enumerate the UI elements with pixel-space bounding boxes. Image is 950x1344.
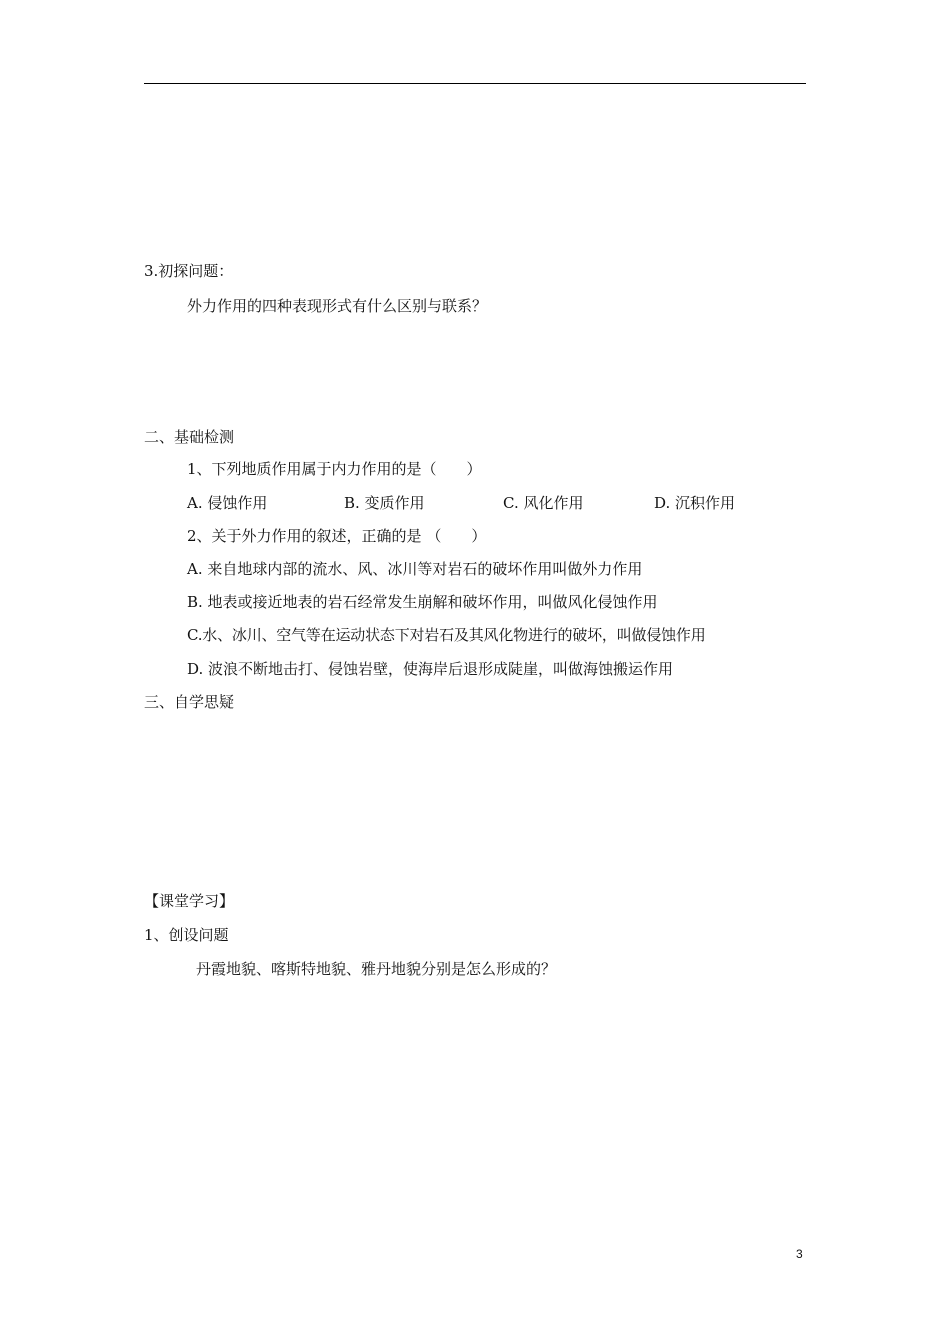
- q1-option-d: D. 沉积作用: [654, 494, 736, 512]
- section-3-heading: 3.初探问题：: [144, 262, 234, 280]
- q1-option-c: C. 风化作用: [503, 494, 584, 512]
- q2-option-b: B. 地表或接近地表的岩石经常发生崩解和破坏作用，叫做风化侵蚀作用: [187, 593, 658, 611]
- section-2-heading: 二、基础检测: [144, 428, 235, 446]
- q1-option-a: A. 侵蚀作用: [187, 494, 268, 512]
- classroom-question: 丹霞地貌、喀斯特地貌、雅丹地貌分别是怎么形成的？: [196, 960, 557, 978]
- q2-option-a: A. 来自地球内部的流水、风、冰川等对岩石的破坏作用叫做外力作用: [187, 560, 643, 578]
- header-rule: [144, 83, 806, 84]
- section-3-question: 外力作用的四种表现形式有什么区别与联系？: [187, 297, 488, 315]
- q2-option-c: C.水、冰川、空气等在运动状态下对岩石及其风化物进行的破坏，叫做侵蚀作用: [187, 626, 706, 644]
- page-number: 3: [796, 1247, 803, 1261]
- classroom-sub-heading: 1、创设问题: [144, 926, 229, 944]
- q1-stem: 1、下列地质作用属于内力作用的是（ ）: [187, 460, 482, 478]
- section-self-heading: 三、自学思疑: [144, 693, 235, 711]
- q2-stem: 2、关于外力作用的叙述，正确的是 （ ）: [187, 527, 487, 545]
- q2-option-d: D. 波浪不断地击打、侵蚀岩壁，使海岸后退形成陡崖，叫做海蚀搬运作用: [187, 660, 674, 678]
- classroom-heading: 【课堂学习】: [144, 892, 235, 910]
- q1-option-b: B. 变质作用: [344, 494, 425, 512]
